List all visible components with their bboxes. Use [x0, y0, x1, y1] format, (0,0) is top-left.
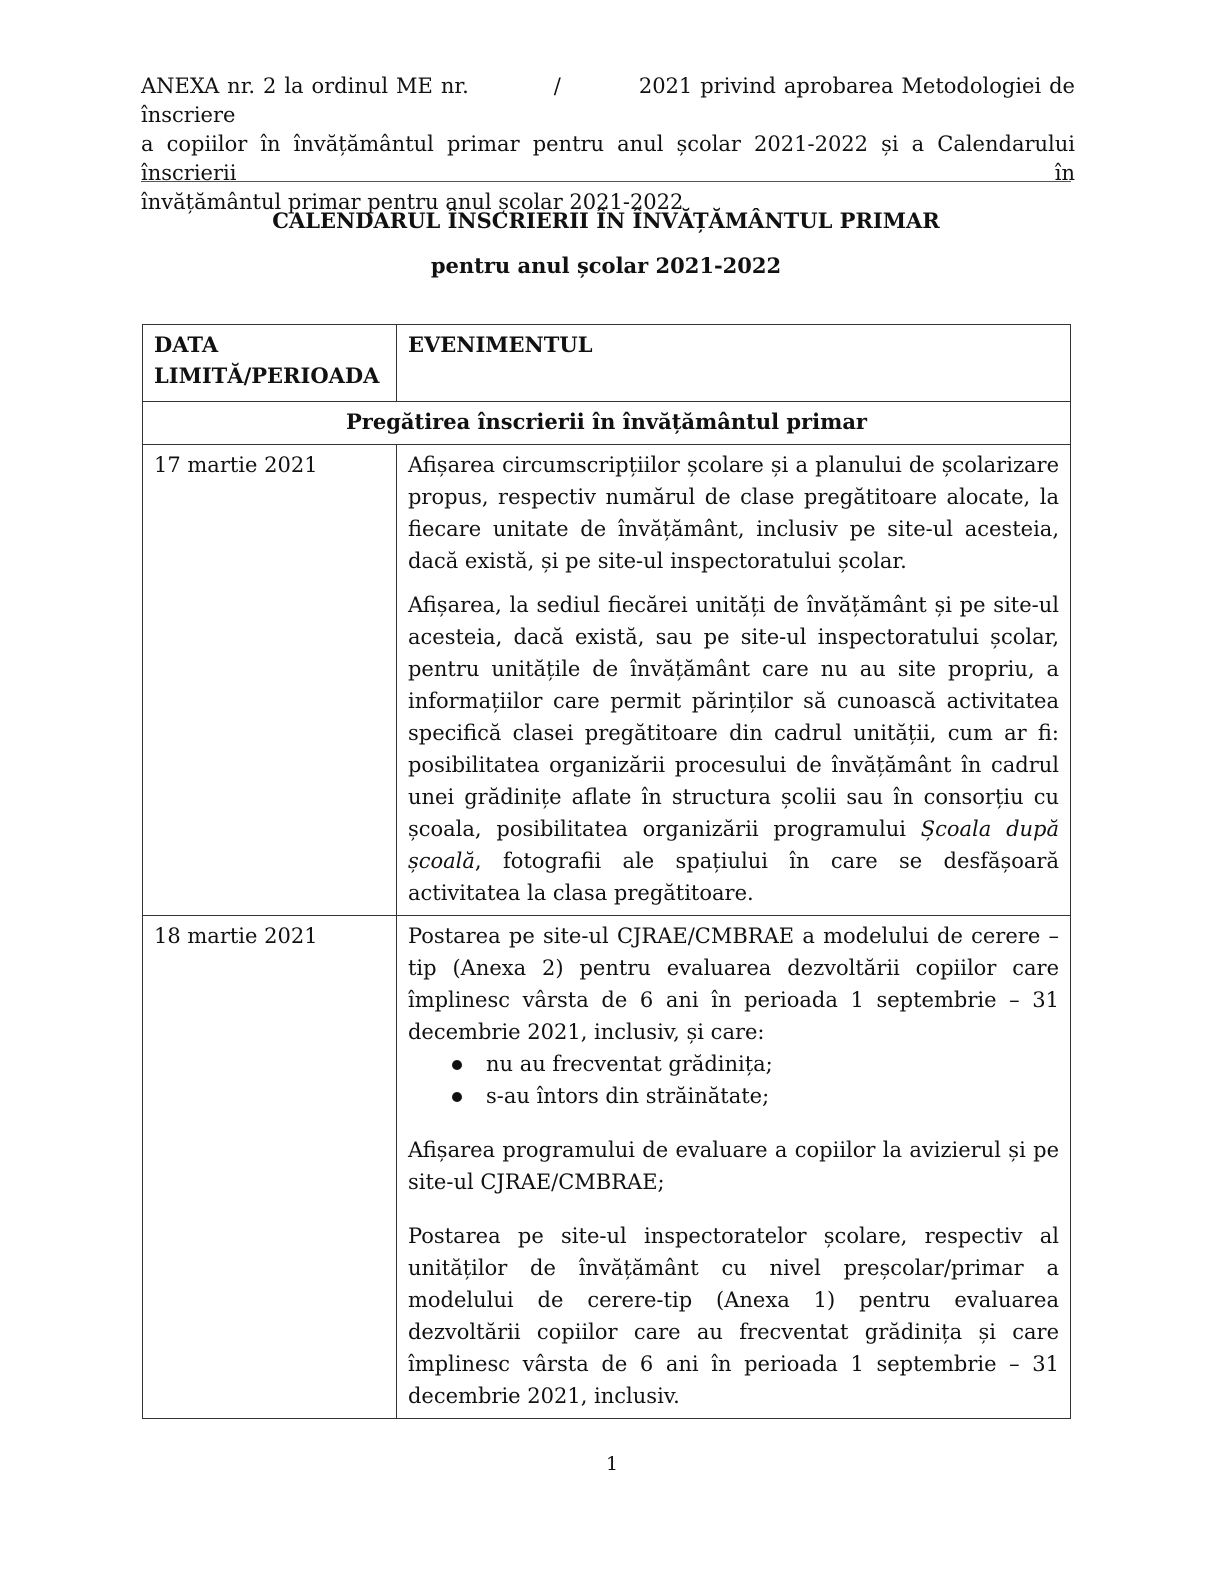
table-header-row	[143, 325, 1071, 402]
header-line-3: învățământul primar pentru anul școlar 2021-2022	[141, 190, 684, 214]
table-row	[143, 916, 1071, 1419]
event-paragraph: Postarea pe site-ul inspectoratelor școlare, respectiv al unităților de învățământ cu nivel preșcolar/primar a modelului de cerere-tip (Anexa 1) pentru evaluarea dezvoltării copiilor care au frecventat grădinița și care împlinesc vârsta de 6 ani în perioada 1 septembrie – 31 decembrie 2021, inclusiv.	[407, 1224, 1059, 1408]
list-item: s-au întors din străinătate;	[450, 1080, 1059, 1112]
header-line-1	[141, 72, 1075, 130]
italic-program-name: Școala după școală	[407, 817, 1059, 873]
row-date: 18 martie 2021	[143, 916, 397, 1419]
document-title: CALENDARUL ÎNSCRIERII ÎN ÎNVĂȚĂMÂNTUL PRIMAR	[272, 208, 940, 233]
header-divider	[141, 181, 1071, 182]
section-row	[143, 402, 1071, 445]
column-header-date: DATA LIMITĂ/PERIOADA	[143, 325, 397, 402]
event-paragraph: Postarea pe site-ul CJRAE/CMBRAE a modelului de cerere – tip (Anexa 2) pentru evaluarea dezvoltării copiilor care împlinesc vârsta de 6 ani în perioada 1 septembrie – 31 decembrie 2021, inclusiv, și care:	[407, 924, 1059, 1044]
row-event	[396, 445, 1070, 916]
column-header-event: EVENIMENTUL	[396, 325, 1070, 402]
document-header	[141, 72, 1075, 217]
header-order-title: 2021 privind aprobarea Metodologiei de înscriere	[141, 74, 1075, 127]
page-number: 1	[605, 1453, 619, 1475]
row-date: 17 martie 2021	[143, 445, 397, 916]
event-paragraph: Afișarea, la sediul fiecărei unități de învățământ și pe site-ul acesteia, dacă există, sau pe site-ul inspectoratului școlar, pentru unitățile de învățământ care nu au site propriu, a informațiilor care permit părinților să cunoască activitatea specifică clasei pregătitoare din cadrul unității, cum ar fi: posibilitatea organizării procesului de învățământ în cadrul unei grădinițe aflate în structura școlii sau în consorțiu cu școala, posibilitatea organizării programului Școala după școală, fotografii ale spațiului în care se desfășoară activitatea la clasa pregătitoare.	[407, 593, 1059, 905]
row-event	[396, 916, 1070, 1419]
event-paragraph: Afișarea programului de evaluare a copiilor la avizierul și pe site-ul CJRAE/CMBRAE;	[407, 1138, 1059, 1194]
list-item: nu au frecventat grădinița;	[450, 1048, 1059, 1080]
header-order-ref: ANEXA nr. 2 la ordinul ME nr.	[141, 74, 469, 98]
table-row	[143, 445, 1071, 916]
document-subtitle: pentru anul școlar 2021-2022	[430, 253, 782, 278]
calendar-table	[142, 324, 1071, 1419]
header-slash: /	[553, 74, 561, 98]
section-title: Pregătirea înscrierii în învățământul primar	[143, 402, 1071, 445]
header-line-2: a copiilor în învățământul primar pentru anul școlar 2021-2022 și a Calendarului înscrierii în	[141, 132, 1075, 185]
event-paragraph: Afișarea circumscripțiilor școlare și a planului de școlarizare propus, respectiv numărul de clase pregătitoare alocate, la fiecare unitate de învățământ, inclusiv pe site-ul acesteia, dacă există, și pe site-ul inspectoratului școlar.	[407, 453, 1059, 573]
bullet-list	[408, 1048, 1059, 1112]
